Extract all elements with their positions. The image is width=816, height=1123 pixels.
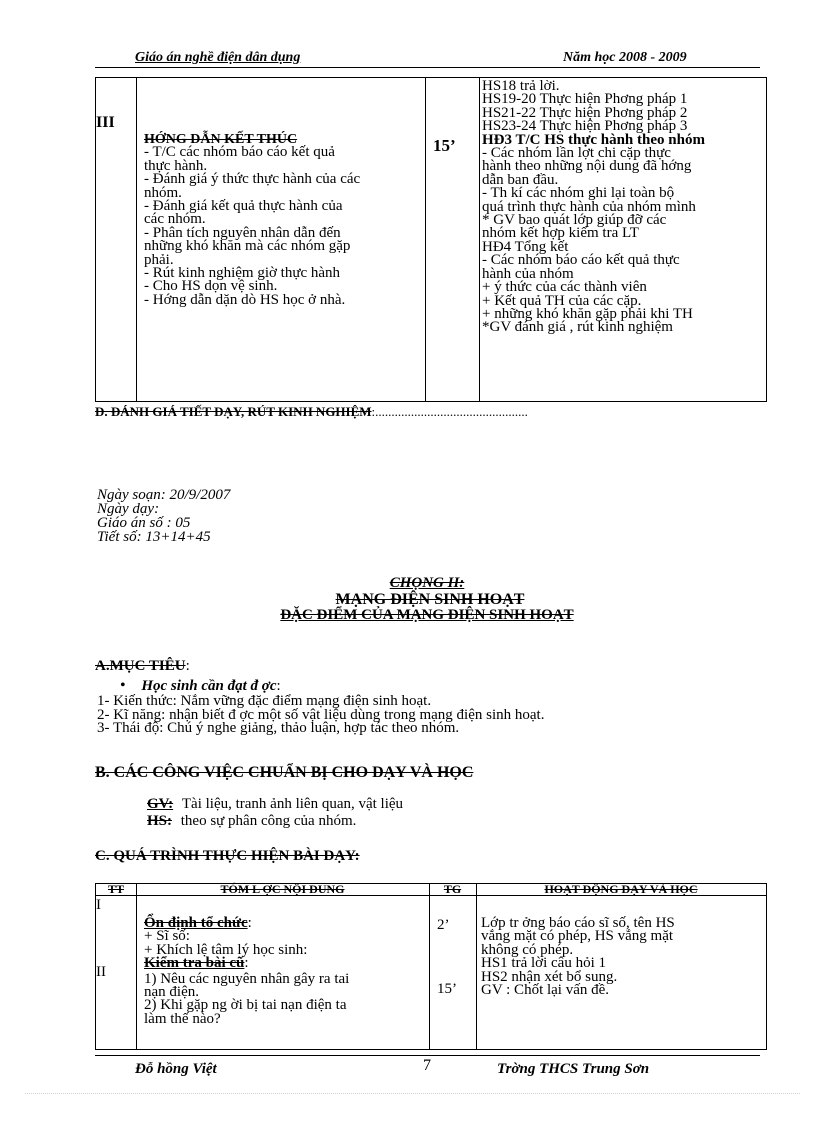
table1-content: HỚNG DẪN KẾT THÚC - T/C các nhóm báo cáo kết quả thực hành. - Đánh giá ý thức thực hành của các nhóm. - Đánh giá kết quả thực hành của các nhóm. - Phân tích nguyên nhân dẫn đến những khó khăn mà các nhóm gặp phải. - Rút kinh nghiệm giờ thực hành - Cho HS dọn vệ sinh. - Hớng dẫn dặn dò HS học ở nhà. (144, 132, 361, 308)
table-1 (95, 77, 767, 402)
section-b-heading: B. CÁC CÔNG VIỆC CHUẨN BỊ CHO DẠY VÀ HỌC (95, 764, 474, 781)
section-a-heading: A.MỤC TIÊU: (95, 658, 190, 674)
chapter-title-1: MẠNG ĐIỆN SINH HOẠT (335, 591, 525, 608)
lesson-meta (97, 488, 230, 544)
table2-activity: Lớp tr ởng báo cáo sĩ số, tên HS vắng mặt có phép, HS vắng mặt không có phép. HS1 trả lời câu hỏi 1 HS2 nhận xét bổ sung. GV : Chốt lại vấn đề. (481, 915, 675, 999)
section-a-items: 1- Kiến thức: Nắm vững đặc điểm mạng điện sinh hoạt. 2- Kĩ năng: nhận biết đ ợc một số vật liệu dùng trong mạng điện sinh hoạt. 3- Thái độ: Chú ý nghe giảng, thảo luận, hợp tác theo nhóm. (97, 693, 545, 736)
table1-content-title: HỚNG DẪN KẾT THÚC (144, 132, 298, 147)
bullet-icon: • (120, 677, 126, 694)
section-a-bullet: • Học sinh cần đạt đ ợc: (120, 677, 281, 694)
header-rule (95, 67, 760, 68)
table2-content: Ổn định tổ chức: + Sĩ số: + Khích lệ tâm lý học sinh: Kiểm tra bài cũ: 1) Nêu các nguyên nhân gây ra tai nạn điện. 2) Khi gặp ng ời bị tai nạn điện ta làm thế nào? (144, 915, 350, 1027)
table-2 (95, 883, 767, 1050)
section-b-hs: HS: theo sự phân công của nhóm. (147, 813, 357, 829)
date-prepared: Ngày soạn: 20/9/2007 (97, 487, 231, 503)
table2-tt-1: I (96, 897, 101, 913)
period-number: Tiết số: 13+14+45 (97, 529, 211, 545)
footer-rule (95, 1055, 760, 1056)
table2-header-content: TÓM L ỢC NỘI DUNG (220, 882, 345, 896)
chapter-title-2: ĐẶC ĐIỂM CỦA MẠNG ĐIỆN SINH HOẠT (280, 607, 574, 623)
table2-tg-2: 15’ (437, 981, 457, 997)
table2-tt-2: II (96, 964, 106, 980)
footer-page-number: 7 (423, 1057, 431, 1074)
table1-activity: HS18 trả lời. HS19-20 Thực hiện Phơng pháp 1 HS21-22 Thực hiện Phơng pháp 2 HS23-24 Thực hiện Phơng pháp 3 HĐ3 T/C HS thực hành theo nhóm - Các nhóm lần lợt chi cặp thực hành theo những nội dung đã hớng dẫn ban đầu. - Th kí các nhóm ghi lại toàn bộ quá trình thực hành của nhóm mình * GV bao quát lớp giúp đỡ các nhóm kết hợp kiểm tra LT HĐ4 Tổng kết - Các nhóm báo cáo kết quả thực hành của nhóm + ý thức của các thành viên + Kết quả TH của các cặp. + những khó khăn gặp phải khi TH *GV đánh giá , rút kinh nghiệm (482, 80, 705, 336)
table2-tg-1: 2’ (437, 917, 450, 933)
page-bottom-dotted-rule (25, 1093, 800, 1094)
chapter-label: CHỌNG II: (389, 575, 465, 591)
header-left: Giáo án nghề điện dân dụng (135, 50, 301, 65)
table2-header-activity: HOẠT ĐỘNG DẠY VÀ HỌC (544, 882, 698, 896)
footer-author: Đỗ hồng Việt (135, 1061, 217, 1077)
footer-school: Trờng THCS Trung Sơn (497, 1061, 650, 1077)
lesson-number: Giáo án số : 05 (97, 515, 191, 531)
section-c-heading: C. QUÁ TRÌNH THỰC HIỆN BÀI DẠY: (95, 848, 360, 864)
section-d-heading: D. ĐÁNH GIÁ TIẾT DẠY, RÚT KINH NGHIỆM:............................................... (95, 404, 528, 419)
table2-header-tt: TT (107, 882, 124, 896)
table2-header-tg: TG (443, 882, 462, 896)
table1-tt: III (96, 114, 115, 131)
section-b-gv: GV: Tài liệu, tranh ảnh liên quan, vật liệu (147, 796, 404, 812)
date-taught: Ngày dạy: (97, 501, 160, 517)
header-right: Năm học 2008 - 2009 (563, 50, 687, 65)
table1-time: 15’ (433, 136, 456, 155)
